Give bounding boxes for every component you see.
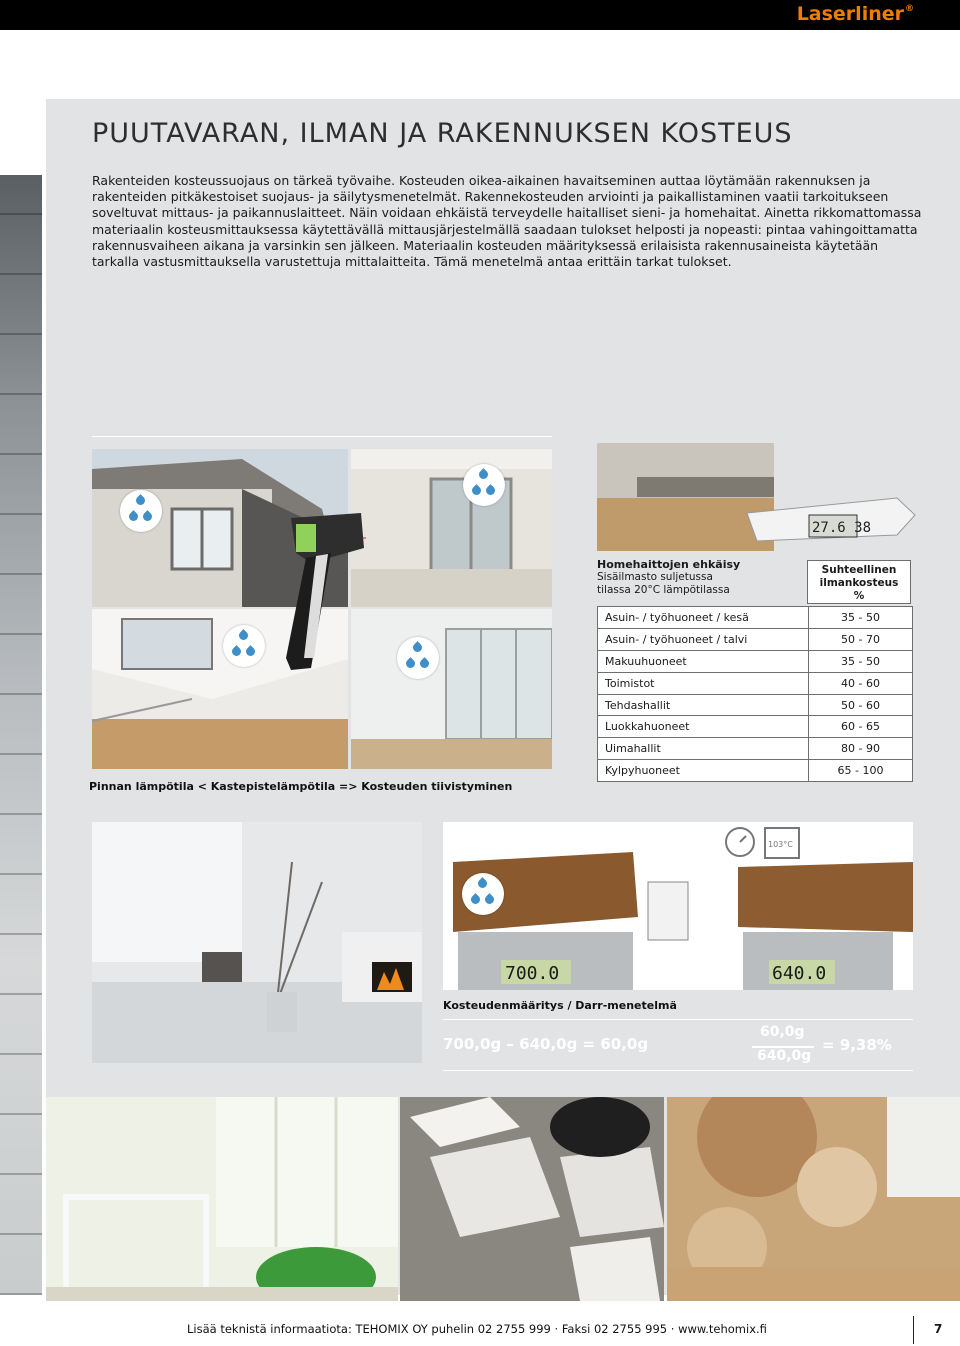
column-header-line: ilmankosteus bbox=[819, 577, 899, 589]
header-bar bbox=[0, 0, 960, 30]
scale-2-reading: 640.0 bbox=[772, 963, 827, 984]
table-row bbox=[598, 672, 913, 694]
humidity-heading bbox=[597, 558, 807, 597]
footer-contact: Lisää teknistä informaatiota: TEHOMIX OY puhelin 02 2755 999 · Faksi 02 2755 995 · www.tehomix.fi bbox=[187, 1322, 767, 1336]
value-cell: 35 - 50 bbox=[809, 650, 913, 672]
table-row bbox=[598, 607, 913, 629]
value-cell: 40 - 60 bbox=[809, 672, 913, 694]
value-cell: 50 - 70 bbox=[809, 628, 913, 650]
room-cell: Uimahallit bbox=[598, 738, 809, 760]
table-row bbox=[598, 738, 913, 760]
darr-denominator: 640,0g bbox=[757, 1048, 812, 1064]
dew-point-caption: Pinnan lämpötila < Kastepistelämpötila => Kosteuden tiivistyminen bbox=[89, 780, 513, 793]
page-title: PUUTAVARAN, ILMAN JA RAKENNUKSEN KOSTEUS bbox=[92, 118, 793, 149]
divider bbox=[92, 436, 552, 437]
photo-fireplace-interior bbox=[92, 822, 422, 1063]
photo-darr-scales bbox=[443, 822, 913, 990]
scale-1-reading: 700.0 bbox=[505, 963, 560, 984]
column-header-line: % bbox=[853, 590, 865, 602]
table-row bbox=[598, 694, 913, 716]
droplet-icon bbox=[120, 490, 162, 532]
value-cell: 50 - 60 bbox=[809, 694, 913, 716]
room-cell: Toimistot bbox=[598, 672, 809, 694]
brand-logo bbox=[797, 3, 914, 25]
humidity-column-header bbox=[807, 560, 911, 604]
value-cell: 80 - 90 bbox=[809, 738, 913, 760]
room-cell: Luokkahuoneet bbox=[598, 716, 809, 738]
humidity-title: Homehaittojen ehkäisy bbox=[597, 558, 741, 571]
room-cell: Kylpyhuoneet bbox=[598, 760, 809, 782]
divider bbox=[443, 1070, 913, 1071]
intro-text: Rakenteiden kosteussuojaus on tärkeä työvaihe. Kosteuden oikea-aikainen havaitseminen auttaa löytämään rakennuksen ja rakenteiden pitkäkestoiset suojaus- ja säilytysmenetelmät. Rakennekosteuden arviointi ja paikallistaminen vaatii tarkoitukseen soveltuvat mittaus- ja paikannuslaitteet. Näin voidaan ehkäistä terveydelle haitalliset sieni- ja homehaitat. Ainetta rikkomattomassa materiaalin kosteusmittauksessa käytettävällä mittausjärjestelmällä saadaan tulokset helposti ja nopeasti: pintaa vahingoittamatta rakennusvaiheen aikana ja varsinkin sen jälkeen. Materiaalin kosteuden määrityksessä erilaisista rakennusaineista käytetään tarkalla vastusmittauksella varustettuja mittalaitteita. Tämä menetelmä antaa erittäin tarkat tulokset. bbox=[92, 173, 922, 270]
room-cell: Asuin- / työhuoneet / talvi bbox=[598, 628, 809, 650]
hygrometer-reading: 27.6 38 bbox=[812, 520, 872, 536]
value-cell: 60 - 65 bbox=[809, 716, 913, 738]
droplet-icon bbox=[397, 637, 439, 679]
photo-hygrometer bbox=[597, 443, 917, 551]
darr-result: = 9,38% bbox=[822, 1036, 892, 1054]
ir-thermometer-image bbox=[276, 508, 366, 678]
humidity-table bbox=[597, 606, 913, 782]
photo-window-wall bbox=[351, 449, 552, 607]
brand-mark: ® bbox=[905, 4, 914, 14]
room-cell: Makuuhuoneet bbox=[598, 650, 809, 672]
value-cell: 35 - 50 bbox=[809, 607, 913, 629]
value-cell: 65 - 100 bbox=[809, 760, 913, 782]
droplet-icon bbox=[223, 625, 265, 667]
side-photo-strip bbox=[0, 175, 42, 1295]
room-cell: Asuin- / työhuoneet / kesä bbox=[598, 607, 809, 629]
table-row bbox=[598, 650, 913, 672]
footer-divider bbox=[913, 1316, 914, 1344]
table-row bbox=[598, 760, 913, 782]
darr-numerator: 60,0g bbox=[760, 1024, 805, 1040]
photo-tile-laying bbox=[400, 1097, 664, 1301]
room-cell: Tehdashallit bbox=[598, 694, 809, 716]
darr-title: Kosteudenmääritys / Darr-menetelmä bbox=[443, 999, 677, 1012]
droplet-icon bbox=[462, 873, 504, 915]
droplet-icon bbox=[463, 464, 505, 506]
humidity-subtitle-2: tilassa 20°C lämpötilassa bbox=[597, 584, 730, 596]
photo-nursery bbox=[46, 1097, 398, 1301]
darr-equation: 700,0g – 640,0g = 60,0g bbox=[443, 1035, 649, 1053]
page-number: 7 bbox=[934, 1322, 943, 1336]
brand-name: Laserliner bbox=[796, 3, 904, 25]
column-header-line: Suhteellinen bbox=[821, 564, 897, 576]
humidity-subtitle-1: Sisäilmasto suljetussa bbox=[597, 571, 713, 583]
table-row bbox=[598, 628, 913, 650]
oven-temperature: 103°C bbox=[768, 840, 793, 849]
divider bbox=[443, 1019, 913, 1020]
photo-bright-room bbox=[351, 609, 552, 769]
photo-wood-logs bbox=[667, 1097, 960, 1301]
table-row bbox=[598, 716, 913, 738]
